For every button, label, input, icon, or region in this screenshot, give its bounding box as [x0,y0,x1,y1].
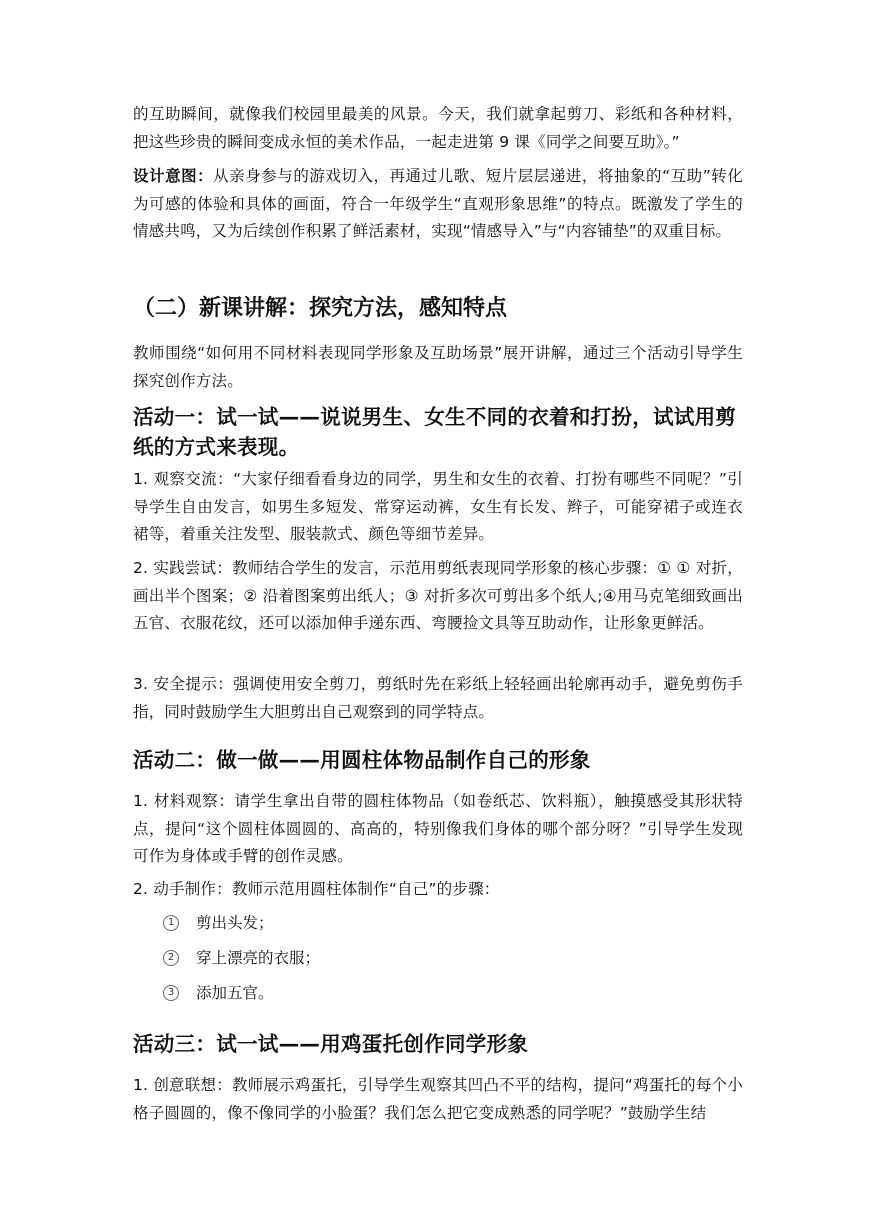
section-heading: （二）新课讲解：探究方法，感知特点 [133,296,508,321]
design-intent-label: 设计意图： [133,167,214,185]
step-number: 1 [163,915,179,931]
step-item [163,982,274,1004]
activity1-item3: 3. 安全提示：强调使用安全剪刀，剪纸时先在彩纸上轻轻画出轮廓再动手，避免剪伤手指，同时鼓励学生大胆剪出自己观察到的同学特点。 [133,675,743,721]
activity2-item1: 1. 材料观察：请学生拿出自带的圆柱体物品（如卷纸芯、饮料瓶），触摸感受其形状特点，提问“这个圆柱体圆圆的、高高的，特别像我们身体的哪个部分呀？”引导学生发现可作为身体或手臂的创作灵感。 [133,792,743,865]
step-text: 穿上漂亮的衣服； [196,949,321,967]
step-number: 3 [163,985,179,1001]
activity2-item2: 2. 动手制作：教师示范用圆柱体制作“自己”的步骤： [133,880,500,898]
design-intent-text: 从亲身参与的游戏切入，再通过儿歌、短片层层递进，将抽象的“互助”转化为可感的体验和具体的画面，符合一年级学生“直观形象思维”的特点。既激发了学生的情感共鸣，又为后续创作积累了鲜活素材，实现“情感导入”与“内容铺垫”的双重目标。 [133,167,743,240]
activity1-item1: 1. 观察交流：“大家仔细看看身边的同学，男生和女生的衣着、打扮有哪些不同呢？”引导学生自由发言，如男生多短发、常穿运动裤，女生有长发、辫子，可能穿裙子或连衣裙等，着重关注发型、服装款式、颜色等细节差异。 [133,470,743,543]
step-item [163,947,320,969]
step-text: 剪出头发； [196,914,274,932]
activity3-heading: 活动三：试一试——用鸡蛋托创作同学形象 [133,1032,529,1056]
activity2-heading: 活动二：做一做——用圆柱体物品制作自己的形象 [133,748,591,772]
activity3-item1: 1. 创意联想：教师展示鸡蛋托，引导学生观察其凹凸不平的结构，提问“鸡蛋托的每个小格子圆圆的，像不像同学的小脸蛋？我们怎么把它变成熟悉的同学呢？”鼓励学生结 [133,1076,743,1122]
step-text: 添加五官。 [196,984,274,1002]
activity1-heading: 活动一：试一试——说说男生、女生不同的衣着和打扮，试试用剪纸的方式来表现。 [133,405,737,459]
design-intent-paragraph [133,163,743,246]
intro-paragraph: 的互助瞬间，就像我们校园里最美的风景。今天，我们就拿起剪刀、彩纸和各种材料，把这些珍贵的瞬间变成永恒的美术作品，一起走进第 9 课《同学之间要互助》。” [133,105,743,151]
step-number: 2 [163,950,179,966]
step-item [163,912,274,934]
section-intro: 教师围绕“如何用不同材料表现同学形象及互助场景”展开讲解，通过三个活动引导学生探究创作方法。 [133,344,743,390]
activity1-item2: 2. 实践尝试：教师结合学生的发言，示范用剪纸表现同学形象的核心步骤：① ① 对折，画出半个图案；② 沿着图案剪出纸人；③ 对折多次可剪出多个纸人;④用马克笔细致画出五官、衣服花纹，还可以添加伸手递东西、弯腰捡文具等互助动作，让形象更鲜活。 [133,559,743,632]
